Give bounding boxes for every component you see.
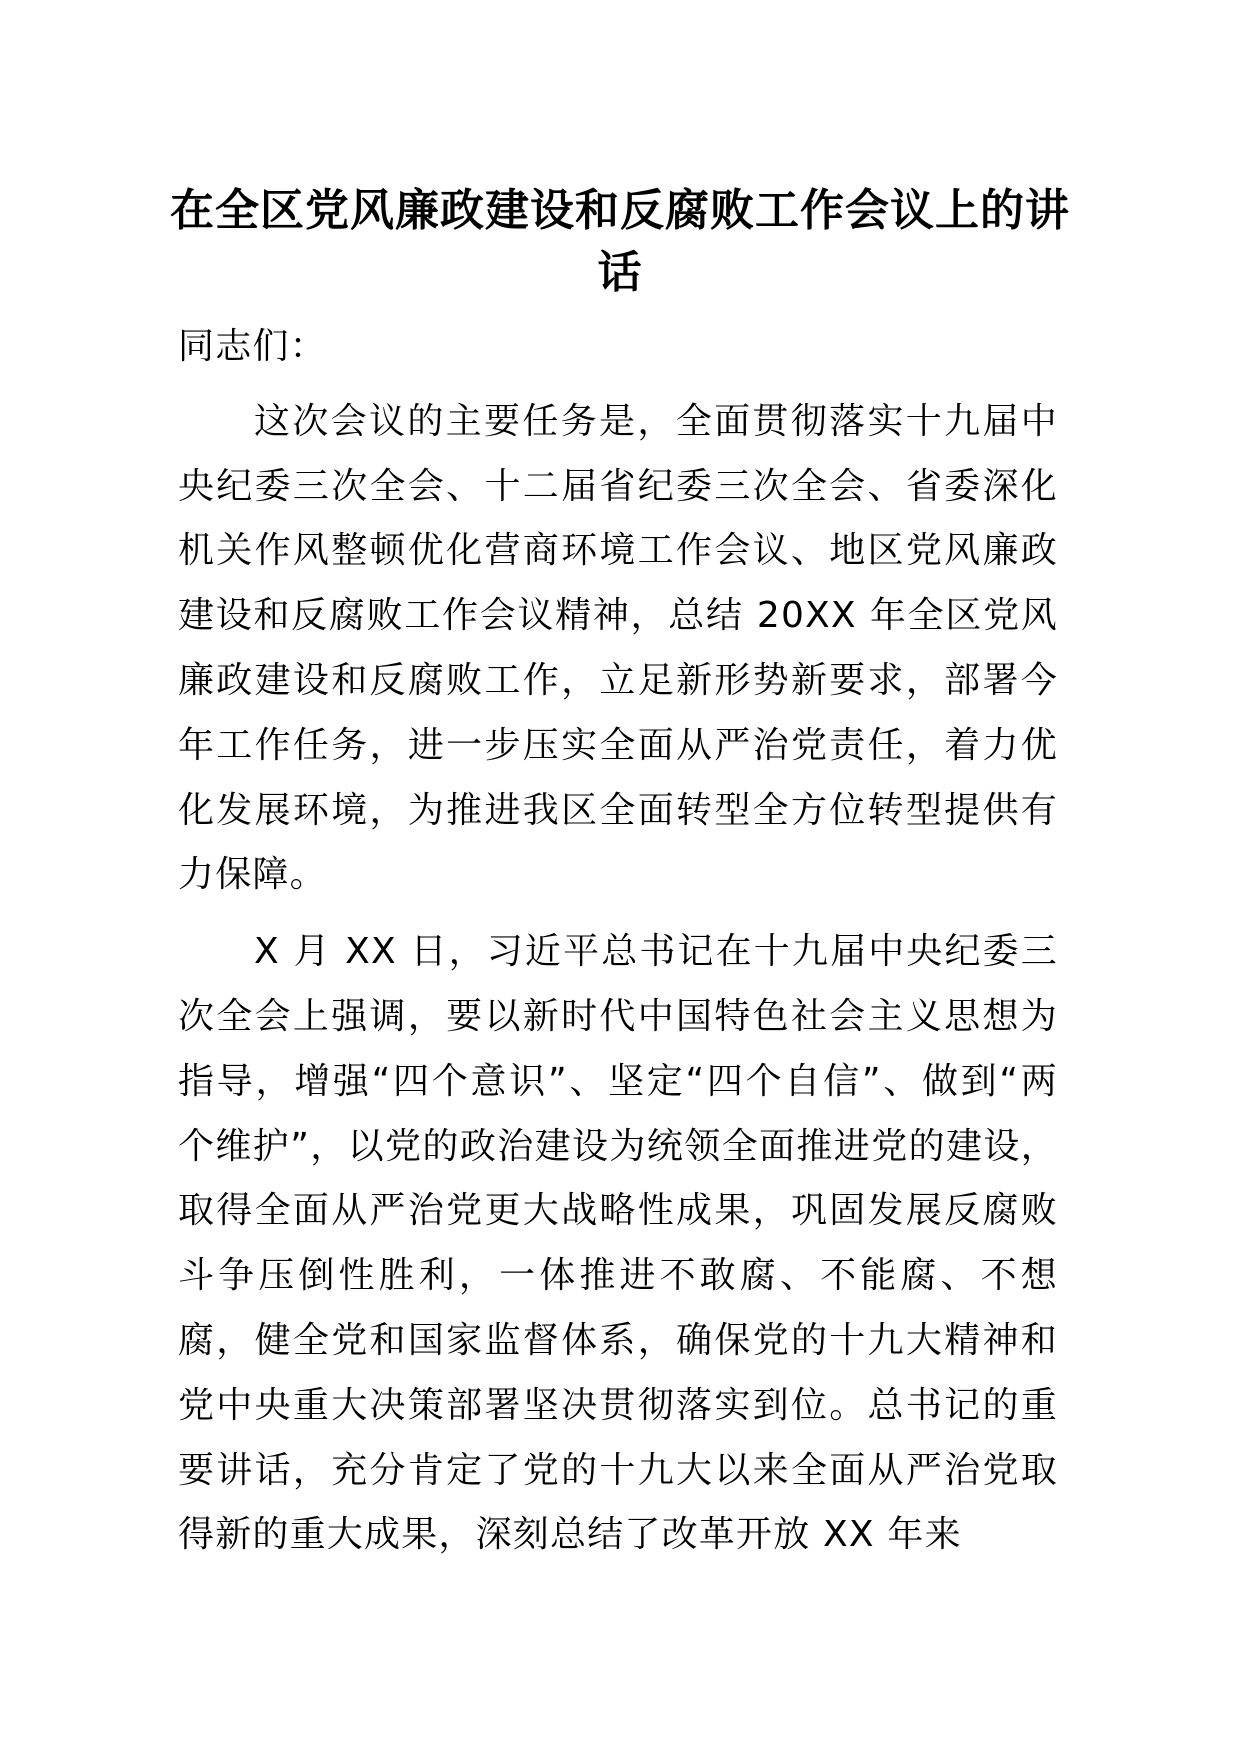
document-body [178,315,1058,1580]
paragraph-1: 这次会议的主要任务是，全面贯彻落实十九届中央纪委三次全会、十二届省纪委三次全会、省委深化机关作风整顿优化营商环境工作会议、地区党风廉政建设和反腐败工作会议精神，总结 20XX 年全区党风廉政建设和反腐败工作，立足新形势新要求，部署今年工作任务，进一步压实全面从严治党责任，着力优化发展环境，为推进我区全面转型全方位转型提供有力保障。 [178,400,1058,896]
document-title: 在全区党风廉政建设和反腐败工作会议上的讲话 [170,185,1070,298]
salutation: 同志们： [178,326,327,367]
paragraph-2: X 月 XX 日，习近平总书记在十九届中央纪委三次全会上强调，要以新时代中国特色社会主义思想为指导，增强“四个意识”、坚定“四个自信”、做到“两个维护”，以党的政治建设为统领全面推进党的建设，取得全面从严治党更大战略性成果，巩固发展反腐败斗争压倒性胜利，一体推进不敢腐、不能腐、不想腐，健全党和国家监督体系，确保党的十九大精神和党中央重大决策部署坚决贯彻落实到位。总书记的重要讲话，充分肯定了党的十九大以来全面从严治党取得新的重大成果，深刻总结了改革开放 XX 年来 [178,931,1058,1556]
